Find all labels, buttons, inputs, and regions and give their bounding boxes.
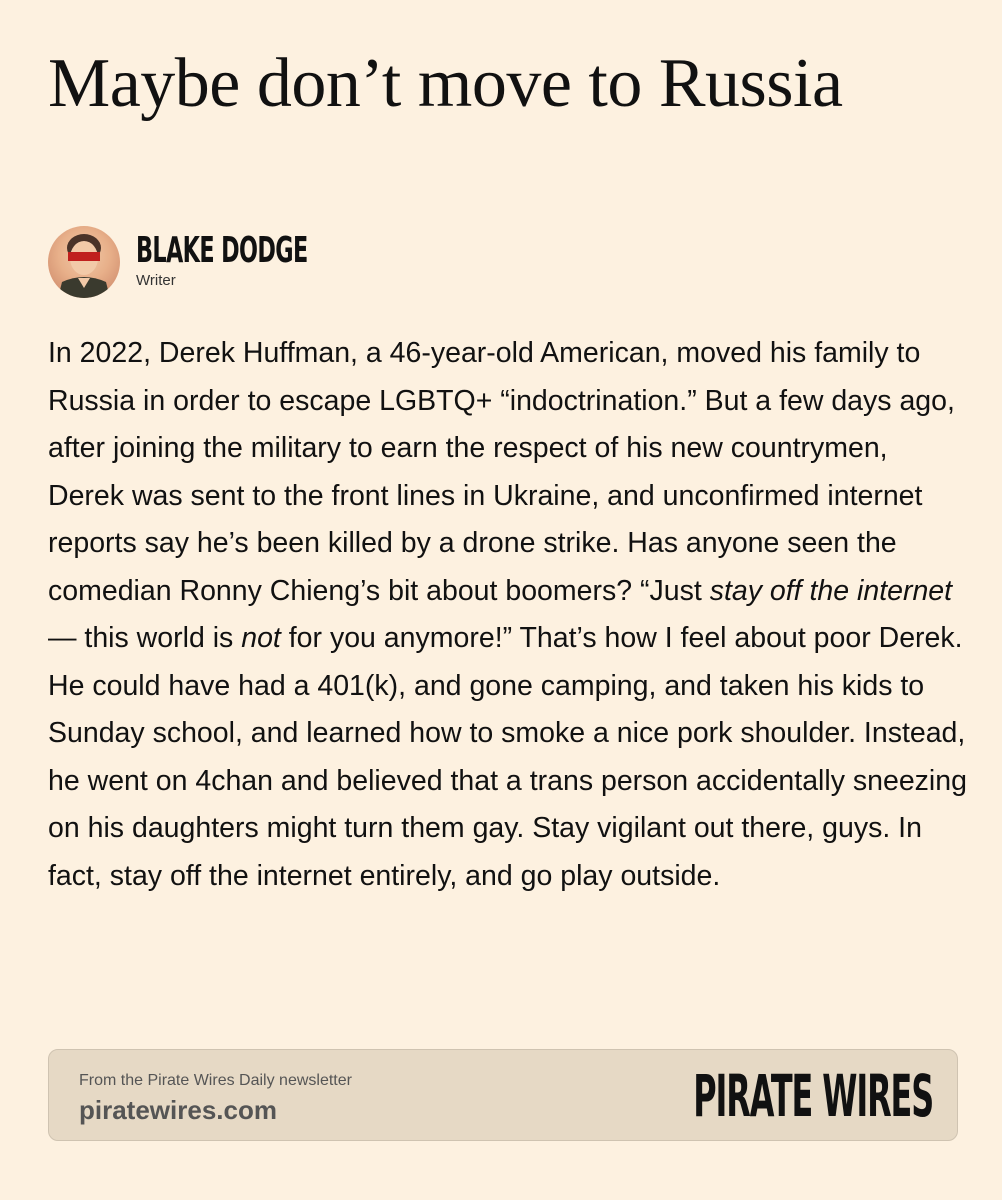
article-title: Maybe don’t move to Russia — [48, 45, 843, 122]
author-name[interactable]: BLAKE DODGE — [136, 230, 308, 271]
emphasis-text: stay off the internet — [709, 574, 953, 607]
body-text-part: — this world is — [48, 622, 242, 654]
emphasis-text: not — [241, 622, 281, 654]
pirate-wires-logo: PIRATE WIRES — [693, 1062, 933, 1130]
body-text-part: for you anymore!” That’s how I feel about poor Derek. He could have had a 401(k), and gone camping, and taken his kids to Sunday school, and learned how to smoke a nice pork shoulder. Instead, he went on 4chan and believed that a trans person accidentally sneezing on his daughters might turn them gay. Stay vigilant out there, guys. In fact, stay off the internet entirely, and go play outside. — [48, 622, 967, 892]
author-avatar — [48, 226, 120, 298]
newsletter-source-note: From the Pirate Wires Daily newsletter — [79, 1072, 352, 1089]
body-text-part: In 2022, Derek Huffman, a 46-year-old American, moved his family to Russia in order to escape LGBTQ+ “indoctrination.” But a few days ago, after joining the military to earn the respect of his new countrymen, Derek was sent to the front lines in Ukraine, and unconfirmed internet reports say he’s been killed by a drone strike. Has anyone seen the comedian Ronny Chieng’s bit about boomers? “Just — [48, 337, 955, 607]
article-body — [48, 330, 968, 900]
newsletter-footer — [48, 1049, 958, 1141]
author-role: Writer — [136, 272, 176, 289]
site-url-link[interactable]: piratewires.com — [79, 1095, 277, 1125]
